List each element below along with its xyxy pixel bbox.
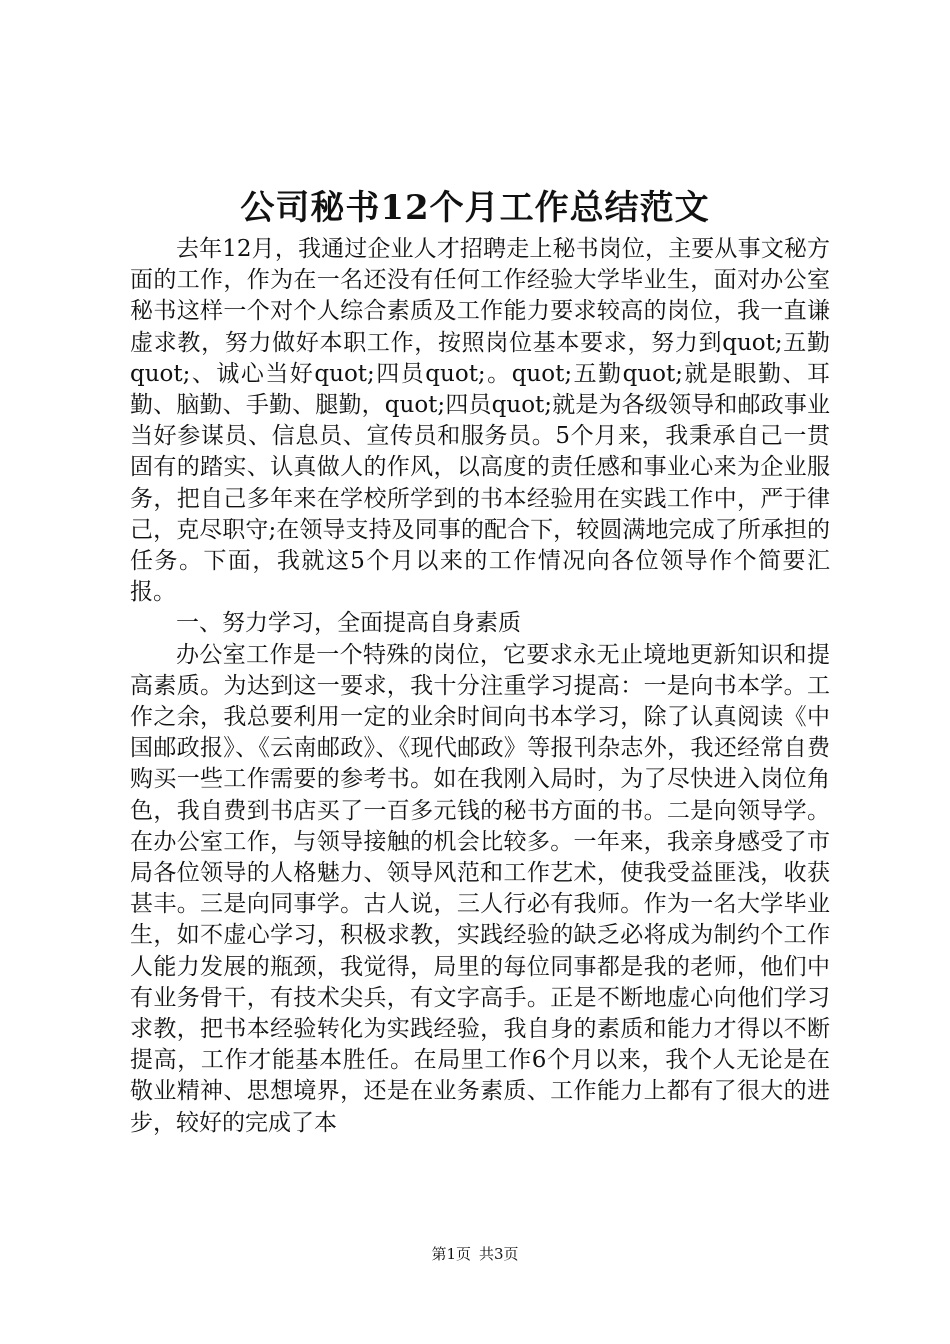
document-title: 公司秘书12个月工作总结范文 — [240, 188, 710, 228]
paragraph-study: 办公室工作是一个特殊的岗位，它要求永无止境地更新知识和提高素质。为达到这一要求，我十分注重学习提高：一是向书本学。工作之余，我总要利用一定的业余时间向书本学习，除了认真阅读《中国邮政报》、《云南邮政》、《现代邮政》等报刊杂志外，我还经常自费购买一些工作需要的参考书。如在我刚入局时，为了尽快进入岗位角色，我自费到书店买了一百多元钱的秘书方面的书。二是向领导学。在办公室工作，与领导接触的机会比较多。一年来，我亲身感受了市局各位领导的人格魅力、领导风范和工作艺术，使我受益匪浅，收获甚丰。三是向同事学。古人说，三人行必有我师。作为一名大学毕业生，如不虚心学习，积极求教，实践经验的缺乏必将成为制约个工作人能力发展的瓶颈，我觉得，局里的每位同事都是我的老师，他们中有业务骨干，有技术尖兵，有文字高手。正是不断地虚心向他们学习求教，把书本经验转化为实践经验，我自身的素质和能力才得以不断提高，工作才能基本胜任。在局里工作6个月以来，我个人无论是在敬业精神、思想境界，还是在业务素质、工作能力上都有了很大的进步，较好的完成了本 — [130, 641, 830, 1136]
page-footer — [0, 1244, 950, 1264]
page-total: 共3页 — [479, 1245, 519, 1263]
document-body — [130, 234, 830, 1139]
paragraph-intro: 去年12月，我通过企业人才招聘走上秘书岗位，主要从事文秘方面的工作，作为在一名还没有任何工作经验大学毕业生，面对办公室秘书这样一个对个人综合素质及工作能力要求较高的岗位，我一直谦虚求教，努力做好本职工作，按照岗位基本要求，努力到quot;五勤quot;、诚心当好quot;四员quot;。quot;五勤quot;就是眼勤、耳勤、脑勤、手勤、腿勤，quot;四员quot;就是为各级领导和邮政事业当好参谋员、信息员、宣传员和服务员。5个月来，我秉承自己一贯固有的踏实、认真做人的作风，以高度的责任感和事业心来为企业服务，把自己多年来在学校所学到的书本经验用在实践工作中，严于律己，克尽职守;在领导支持及同事的配合下，较圆满地完成了所承担的任务。下面，我就这5个月以来的工作情况向各位领导作个简要汇报。 — [130, 236, 830, 606]
page-number: 第1页 — [431, 1245, 471, 1263]
section-heading-1: 一、努力学习，全面提高自身素质 — [176, 610, 521, 637]
